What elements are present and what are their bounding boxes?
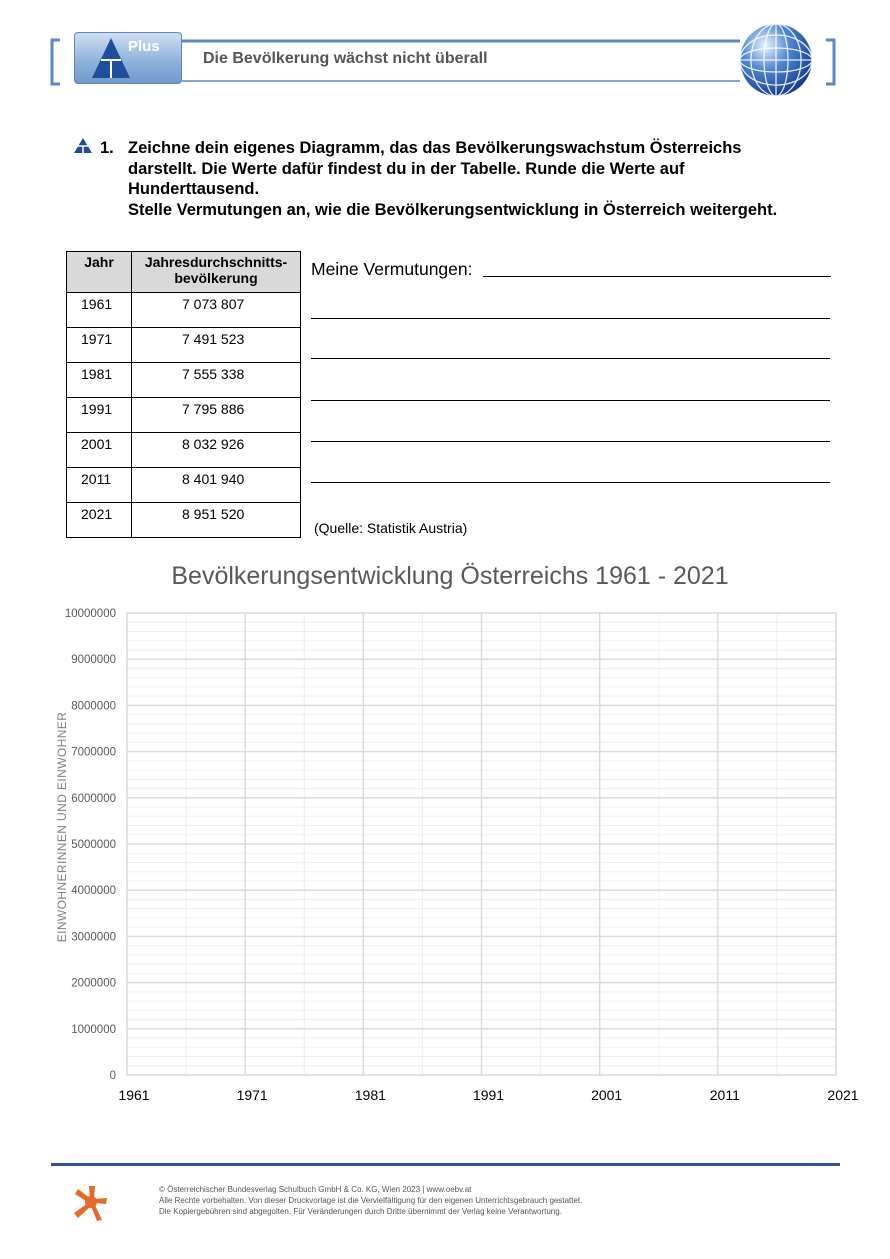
year-cell: 2021 — [67, 503, 132, 538]
y-tick-label: 1000000 — [71, 1023, 116, 1036]
y-tick-label: 3000000 — [71, 931, 116, 944]
year-cell: 2001 — [67, 433, 132, 468]
x-tick-label: 1971 — [236, 1087, 268, 1103]
column-header-population: Jahresdurchschnitts- bevölkerung — [132, 252, 301, 293]
year-cell: 1981 — [67, 363, 132, 398]
copyright-line: © Österreichischer Bundesverlag Schulbuch GmbH & Co. KG, Wien 2023 | www.oebv.at — [159, 1185, 472, 1194]
task-text-line: Hunderttausend. — [128, 180, 260, 198]
y-tick-label: 10000000 — [64, 608, 116, 620]
x-tick-label: 2011 — [709, 1087, 740, 1103]
column-header-year: Jahr — [67, 252, 132, 293]
footer-divider — [51, 1163, 840, 1166]
source-note: (Quelle: Statistik Austria) — [314, 520, 468, 536]
y-tick-label: 4000000 — [71, 885, 116, 898]
task-text-line: Zeichne dein eigenes Diagramm, das das Bevölkerungswachstum Österreichs — [128, 139, 742, 157]
population-cell: 8 401 940 — [132, 468, 301, 503]
y-tick-label: 6000000 — [71, 792, 116, 805]
task-text-line: darstellt. Die Werte dafür findest du in der Tabelle. Runde die Werte auf — [128, 160, 685, 178]
x-tick-label: 2021 — [827, 1087, 859, 1103]
x-tick-label: 1981 — [354, 1087, 386, 1103]
year-cell: 1971 — [67, 328, 132, 363]
population-cell: 7 555 338 — [132, 363, 301, 398]
year-cell: 2011 — [67, 468, 132, 503]
task-number: 1. — [100, 139, 114, 157]
y-tick-label: 7000000 — [71, 746, 116, 759]
population-cell: 7 073 807 — [132, 293, 301, 328]
population-cell: 7 795 886 — [132, 398, 301, 433]
x-tick-label: 1961 — [118, 1087, 150, 1103]
y-tick-label: 5000000 — [71, 839, 116, 851]
year-cell: 1991 — [67, 398, 132, 433]
plus-badge-label: Plus — [128, 38, 160, 55]
population-cell: 7 491 523 — [132, 328, 301, 363]
x-tick-label: 1991 — [472, 1087, 505, 1103]
y-tick-label: 9000000 — [71, 654, 116, 667]
y-tick-label: 0 — [109, 1070, 116, 1082]
population-cell: 8 032 926 — [132, 433, 301, 468]
y-tick-label: 8000000 — [71, 700, 116, 713]
x-tick-label: 2001 — [591, 1087, 623, 1103]
task-text-line: Stelle Vermutungen an, wie die Bevölkerungsentwicklung in Österreich weitergeht. — [128, 201, 778, 219]
worksheet-title: Die Bevölkerung wächst nicht überall — [203, 50, 488, 67]
chart-title: Bevölkerungsentwicklung Österreichs 1961 - 2021 — [171, 562, 729, 590]
y-axis-title: EINWOHNERINNEN UND EINWOHNER — [55, 711, 69, 943]
population-cell: 8 951 520 — [132, 503, 301, 538]
guesses-label: Meine Vermutungen: — [311, 259, 473, 279]
publisher-logo-icon — [72, 1184, 110, 1222]
copyright-line: Alle Rechte vorbehalten. Von dieser Druckvorlage ist die Vervielfältigung für den eigenen Unterrichtsgebrauch gestattet. — [159, 1196, 583, 1205]
y-tick-label: 2000000 — [71, 977, 116, 990]
year-cell: 1961 — [67, 293, 132, 328]
copyright-line: Die Kopiergebühren sind abgegolten. Für Veränderungen durch Dritte übernimmt der Verlag keine Verantwortung. — [159, 1207, 562, 1216]
